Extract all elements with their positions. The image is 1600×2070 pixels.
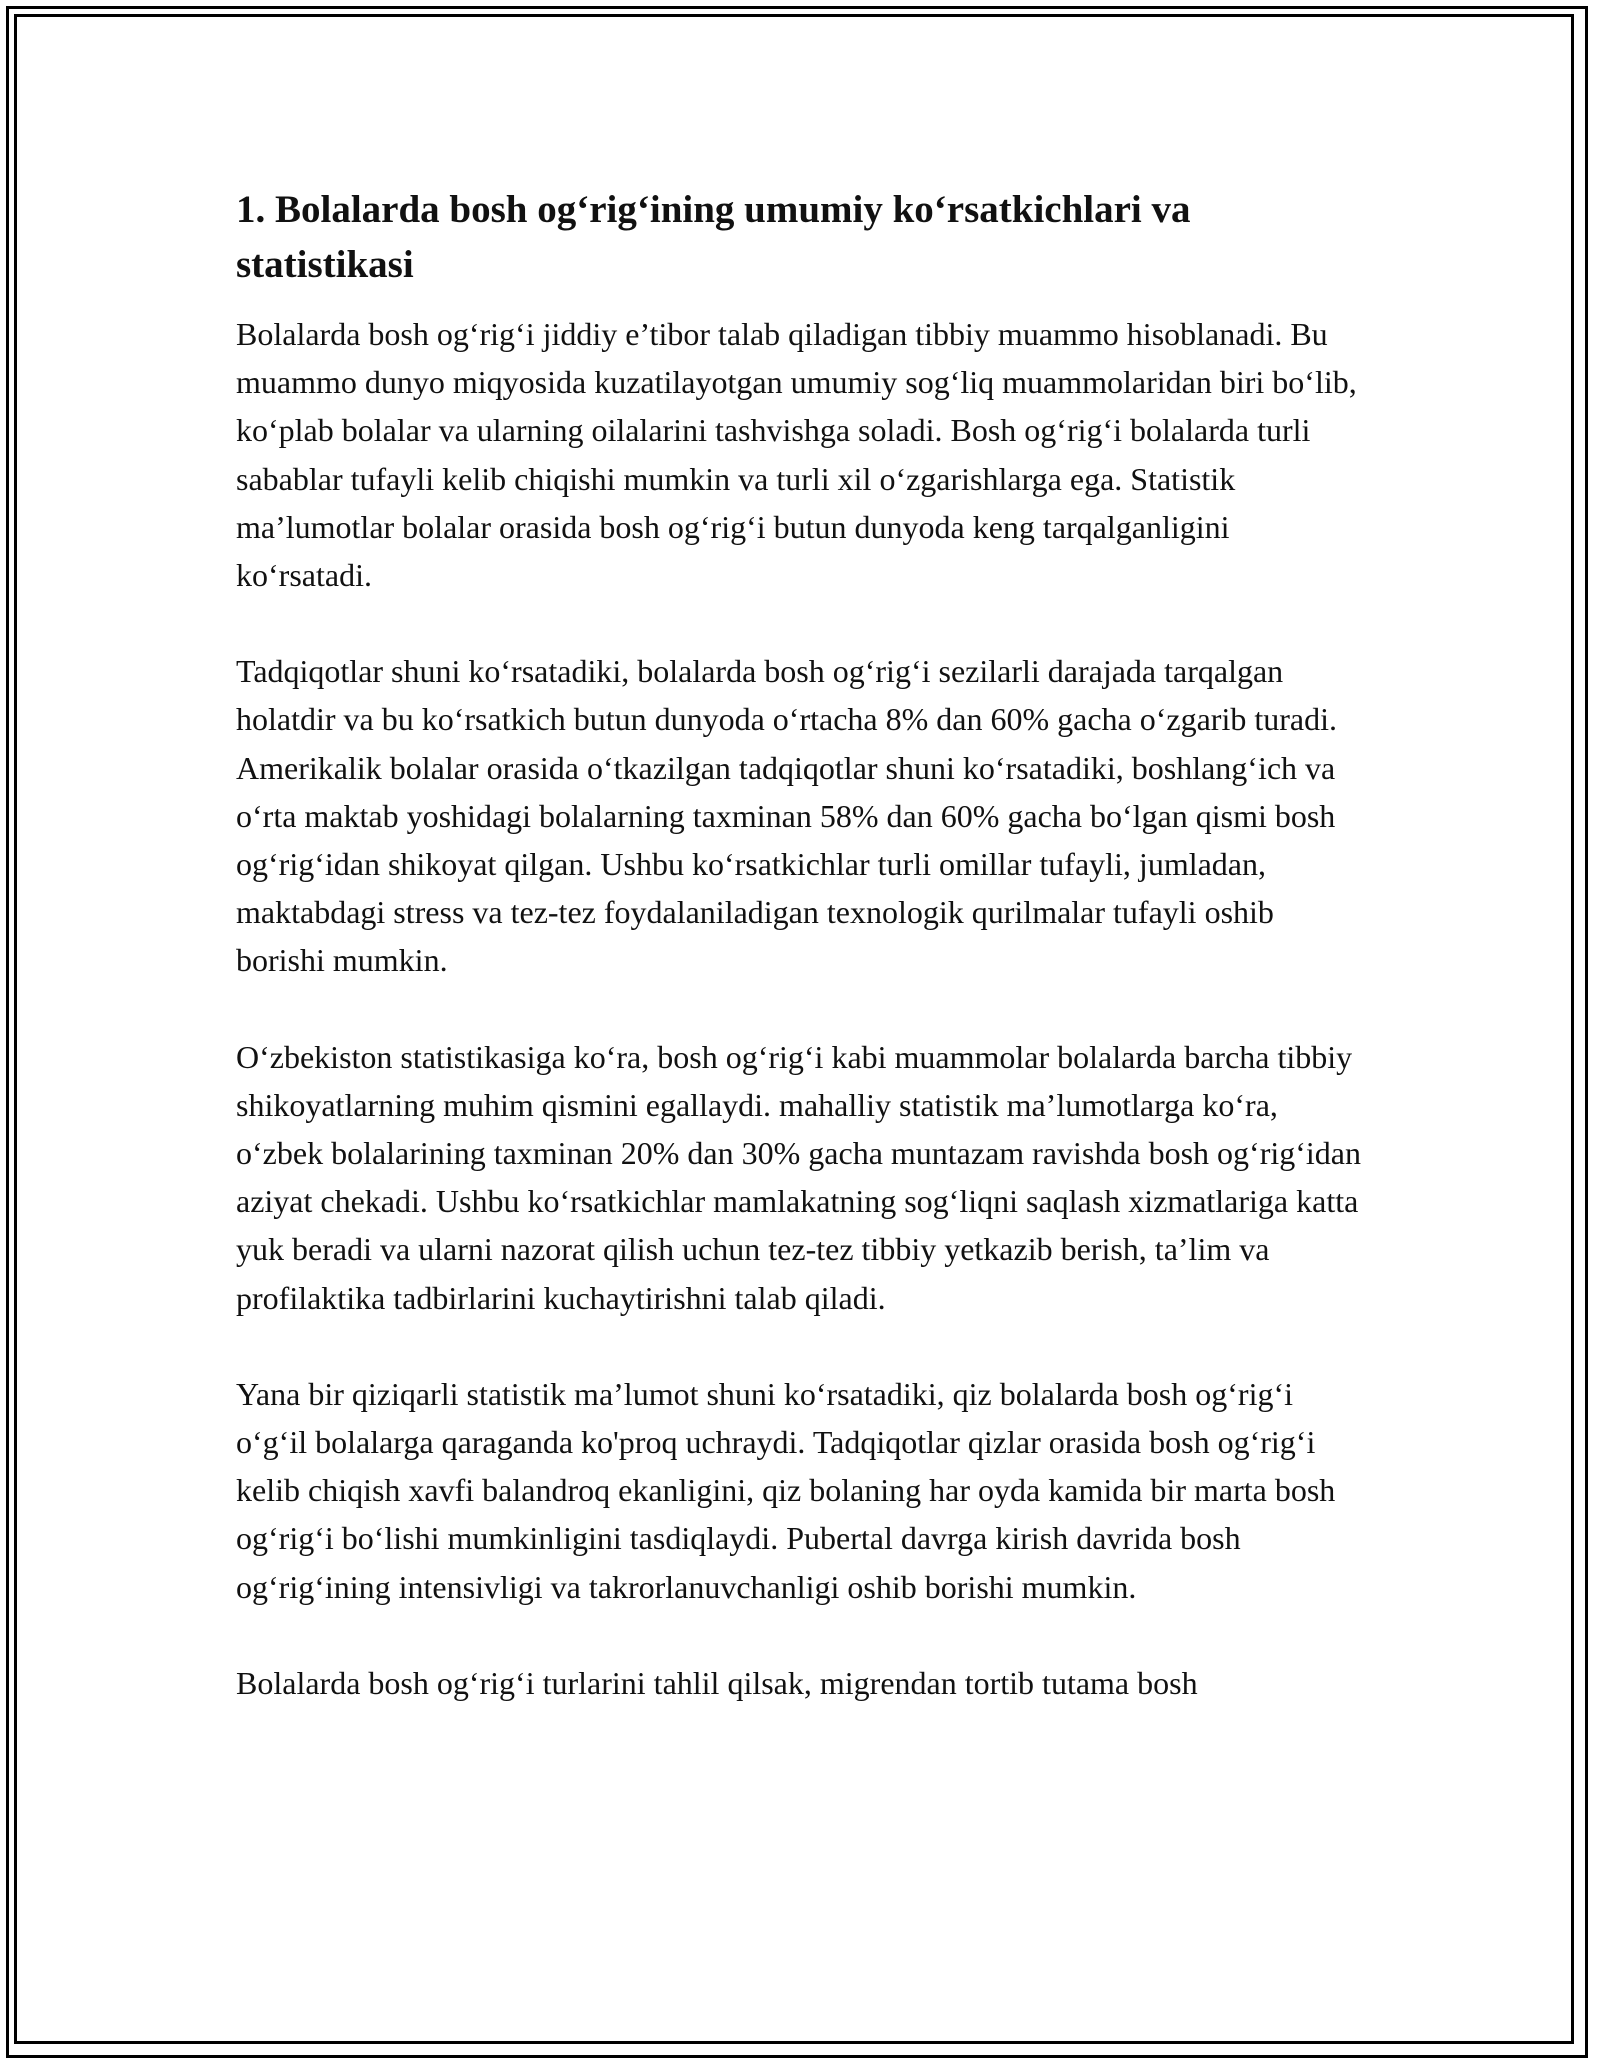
paragraph-5: Bolalarda bosh og‘rig‘i turlarini tahlil qilsak, migrendan tortib tutama bosh <box>236 1664 1198 1701</box>
paragraph-3: O‘zbekiston statistikasiga ko‘ra, bosh og‘rig‘i kabi muammolar bolalarda barcha tibbiy shikoyatlarning muhim qismini egallaydi. mahalliy statistik ma’lumotlarga ko‘ra, o‘zbek bolalarining taxminan 20% dan 30% gacha muntazam ravishda bosh og‘rig‘idan aziyat chekadi. Ushbu ko‘rsatkichlar mamlakatning sog‘liqni saqlash xizmatlariga katta yuk beradi va ularni nazorat qilish uchun tez-tez tibbiy yetkazib berish, ta’lim va profilaktika tadbirlarini kuchaytirishni talab qiladi. <box>236 1038 1361 1316</box>
section-heading: 1. Bolalarda bosh og‘rig‘ining umumiy ko‘rsatkichlari va statistikasi <box>236 188 1191 286</box>
paragraph-4: Yana bir qiziqarli statistik ma’lumot shuni ko‘rsatadiki, qiz bolalarda bosh og‘rig‘i o‘g‘il bolalarga qaraganda ko'proq uchraydi. Tadqiqotlar qizlar orasida bosh og‘rig‘i kelib chiqish xavfi balandroq ekanligini, qiz bolaning har oyda kamida bir marta bosh og‘rig‘i bo‘lishi mumkinligini tasdiqlaydi. Pubertal davrga kirish davrida bosh og‘rig‘ining intensivligi va takrorlanuvchanligi oshib borishi mumkin. <box>236 1375 1336 1605</box>
document-body <box>236 182 1364 1755</box>
paragraph-1: Bolalarda bosh og‘rig‘i jiddiy e’tibor talab qiladigan tibbiy muammo hisoblanadi. Bu muammo dunyo miqyosida kuzatilayotgan umumiy sog‘liq muammolaridan biri bo‘lib, ko‘plab bolalar va ularning oilalarini tashvishga soladi. Bosh og‘rig‘i bolalarda turli sabablar tufayli kelib chiqishi mumkin va turli xil o‘zgarishlarga ega. Statistik ma’lumotlar bolalar orasida bosh og‘rig‘i butun dunyoda keng tarqalganligini ko‘rsatadi. <box>236 316 1357 594</box>
paragraph-2: Tadqiqotlar shuni ko‘rsatadiki, bolalarda bosh og‘rig‘i sezilarli darajada tarqalgan holatdir va bu ko‘rsatkich butun dunyoda o‘rtacha 8% dan 60% gacha o‘zgarib turadi. Amerikalik bolalar orasida o‘tkazilgan tadqiqotlar shuni ko‘rsatadiki, boshlang‘ich va o‘rta maktab yoshidagi bolalarning taxminan 58% dan 60% gacha bo‘lgan qismi bosh og‘rig‘idan shikoyat qilgan. Ushbu ko‘rsatkichlar turli omillar tufayli, jumladan, maktabdagi stress va tez-tez foydalaniladigan texnologik qurilmalar tufayli oshib borishi mumkin. <box>236 653 1337 979</box>
